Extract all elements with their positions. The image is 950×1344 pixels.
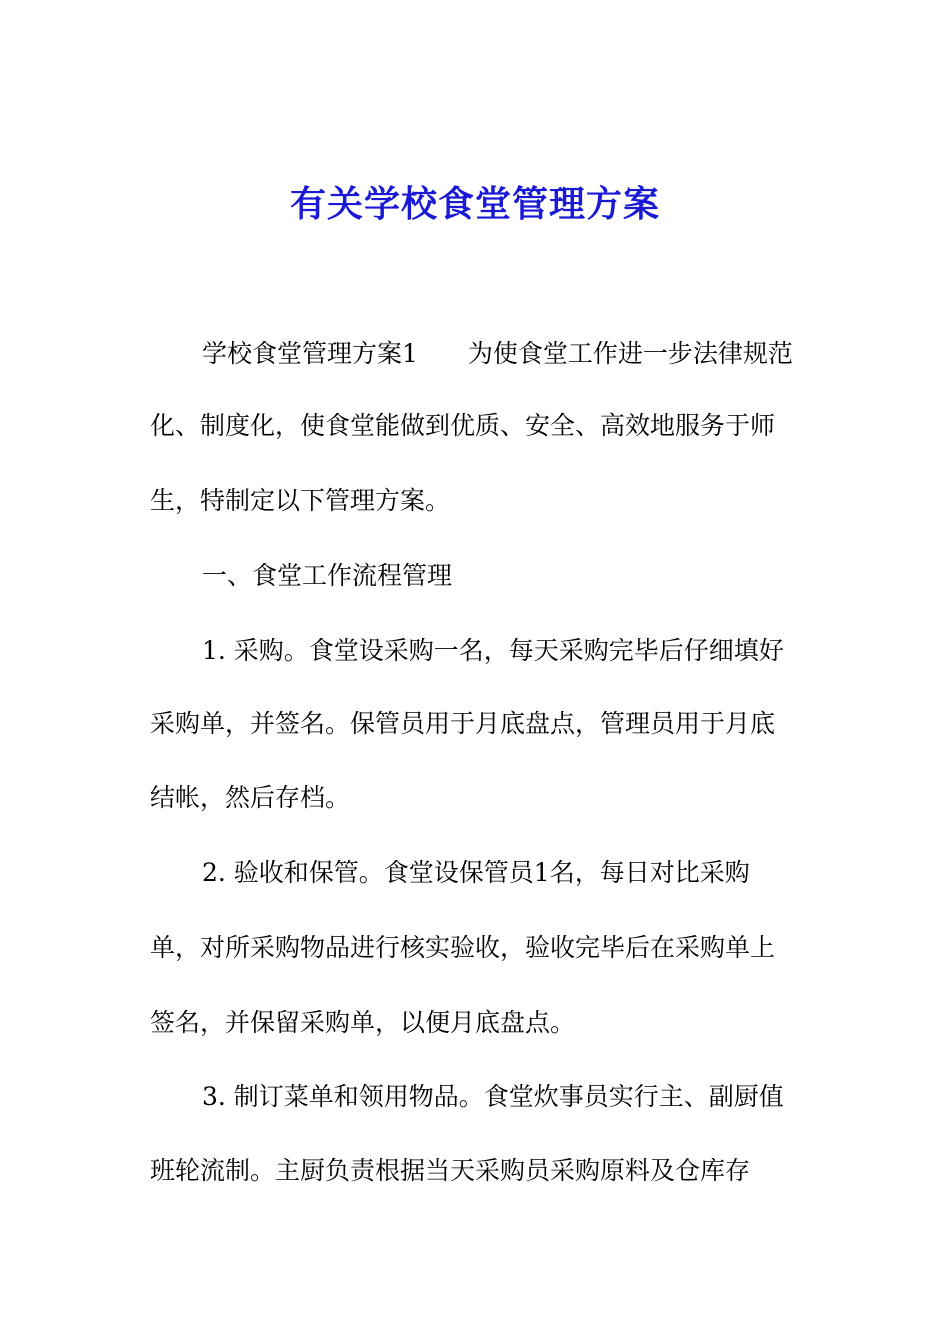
paragraph-line: 3. 制订菜单和领用物品。食堂炊事员实行主、副厨值 [202, 1082, 784, 1111]
paragraph-line: 采购单，并签名。保管员用于月底盘点，管理员用于月底 [150, 709, 776, 738]
document-title: 有关学校食堂管理方案 [289, 183, 660, 225]
paragraph-line: 单，对所采购物品进行核实验收，验收完毕后在采购单上 [150, 933, 776, 962]
paragraph-line: 班轮流制。主厨负责根据当天采购员采购原料及仓库存 [150, 1156, 751, 1185]
paragraph-line: 化、制度化，使食堂能做到优质、安全、高效地服务于师 [150, 411, 776, 440]
paragraph-line: 2. 验收和保管。食堂设保管员1名，每日对比采购 [202, 858, 750, 887]
paragraph-line: 生，特制定以下管理方案。 [150, 486, 451, 515]
paragraph-line: 签名，并保留采购单，以便月底盘点。 [150, 1008, 576, 1037]
paragraph-line: 学校食堂管理方案1 为使食堂工作进一步法律规范 [202, 339, 793, 368]
paragraph-line: 1. 采购。食堂设采购一名，每天采购完毕后仔细填好 [202, 636, 784, 665]
paragraph-line: 结帐，然后存档。 [150, 783, 351, 812]
section-heading: 一、食堂工作流程管理 [202, 561, 453, 590]
